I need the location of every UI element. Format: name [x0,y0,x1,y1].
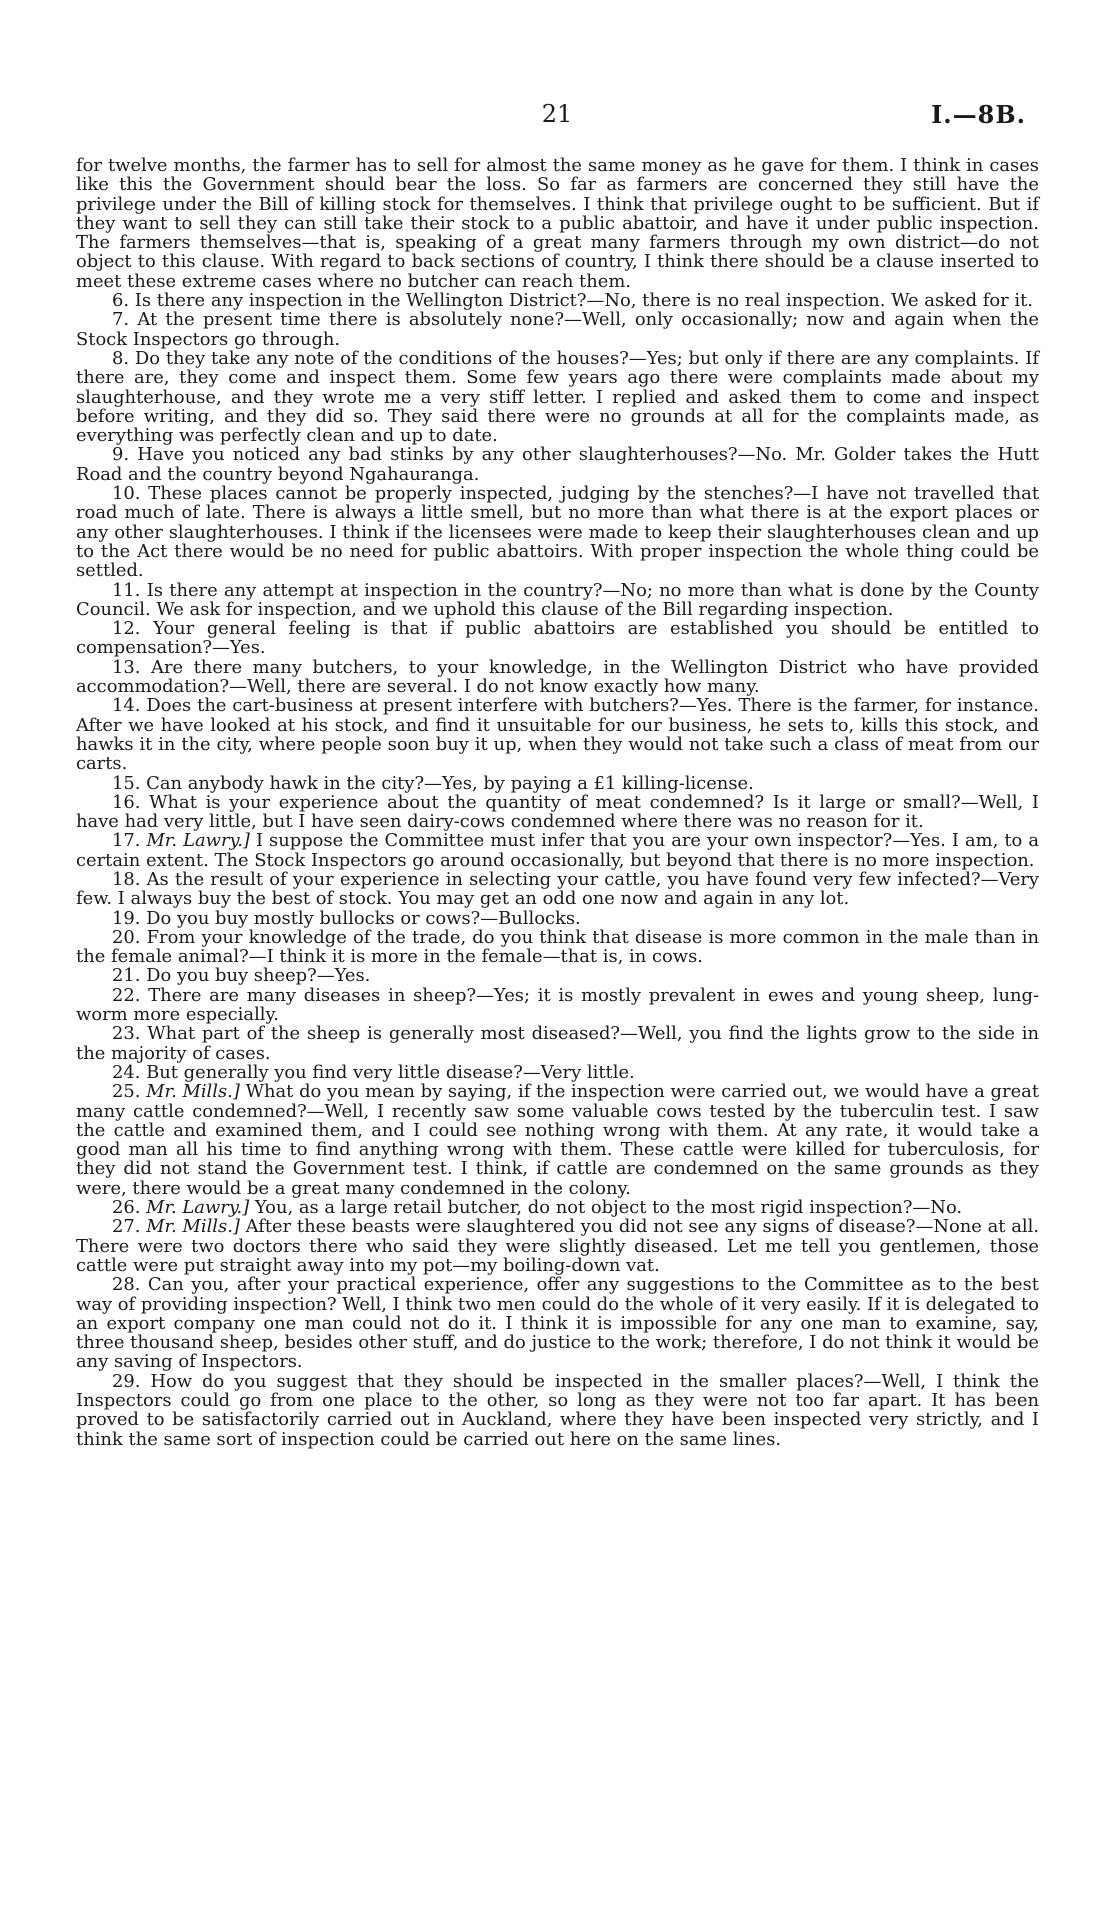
question-paragraph [76,619,1039,658]
question-number: 11. [112,579,141,601]
question-number: 24. [112,1061,141,1083]
question-number: 9. [112,444,130,466]
question-paragraph [76,1024,1039,1063]
question-paragraph [76,696,1039,773]
question-paragraph [76,310,1039,349]
paragraph-text: How do you suggest that they should be inspected in the smaller places?—Well, I think the Inspectors could go from one place to the other, so long as they were not too far apart. It has been proved to be satisfactorily carried out in Auckland, where they have been inspected very strictly, and I think the same sort of inspection could be carried out here on the same lines. [76,1370,1039,1450]
question-paragraph [76,793,1039,832]
question-paragraph [76,966,1039,985]
question-number: 8. [112,347,130,369]
question-number: 16. [112,791,141,813]
question-number: 25. [112,1081,141,1103]
paragraph-text: From your knowledge of the trade, do you think that disease is more common in the male than in the female animal?—I think it is more in the female—that is, in cows. [76,926,1040,968]
question-paragraph [76,774,1039,793]
question-paragraph [76,658,1039,697]
question-paragraph [76,1082,1039,1198]
question-number: 26. [112,1197,141,1219]
paragraph-text: Is there any inspection in the Wellington District?—No, there is no real inspection. We asked for it. [134,290,1033,312]
question-paragraph [76,928,1039,967]
paragraph-text: Do you buy mostly bullocks or cows?—Bullocks. [146,907,581,929]
question-paragraph [76,445,1039,484]
question-number: 14. [112,695,141,717]
question-paragraph [76,1198,1039,1217]
question-number: 12. [112,618,141,640]
paragraph-text: Can anybody hawk in the city?—Yes, by paying a £1 killing-license. [146,772,754,794]
question-number: 22. [112,984,141,1006]
question-number: 27. [112,1216,141,1238]
question-number: 7. [112,309,130,331]
paragraph-text: Have you noticed any bad stinks by any other slaughterhouses?—No. Mr. Golder takes the Hutt Road and the country beyond Ngahauranga. [76,444,1039,485]
page-number: 21 [541,100,573,128]
paragraph-text: There are many diseases in sheep?—Yes; it is mostly prevalent in ewes and young sheep, lung-worm more especially. [76,984,1040,1026]
paragraph-text: Can you, after your practical experience, offer any suggestions to the Committee as to the best way of providing inspection? Well, I think two men could do the whole of it very easily. If it is delegated to an export company one man could not do it. I think it is impossible for any one man to examine, say, three thousand sheep, besides other stuff, and do justice to the work; therefore, I do not think it would be any saving of Inspectors. [76,1274,1039,1373]
speaker-name: Mr. Lawry.] [146,1197,250,1219]
page-header [78,100,1036,134]
question-paragraph [76,831,1039,870]
question-paragraph [76,909,1039,928]
page-body [76,156,1039,1449]
paragraph-text: I suppose the Committee must infer that you are your own inspector?—Yes. I am, to a certain extent. The Stock Inspectors go around occasionally, but beyond that there is no more inspection. [76,830,1039,871]
question-paragraph [76,870,1039,909]
continued-paragraph [76,156,1039,291]
question-paragraph [76,1372,1039,1449]
question-number: 13. [112,656,141,678]
question-paragraph [76,291,1039,310]
question-paragraph [76,581,1039,620]
paragraph-text: Are there many butchers, to your knowledge, in the Wellington District who have provided accommodation?—Well, there are several. I do not know exactly how many. [76,656,1039,698]
paragraph-text: What is your experience about the quantity of meat condemned? Is it large or small?—Well, I have had very little, but I have seen dairy-cows condemned where there was no reason for it. [76,791,1039,833]
paragraph-text: What part of the sheep is generally most diseased?—Well, you find the lights grow to the side in the majority of cases. [76,1023,1040,1064]
question-paragraph [76,986,1039,1025]
paragraph-text: After these beasts were slaughtered you did not see any signs of disease?—None at all. There were two doctors there who said they were slightly diseased. Let me tell you gentlemen, those cattle were put straight away into my pot—my boiling-down vat. [76,1216,1040,1276]
paragraph-text: Is there any attempt at inspection in the country?—No; no more than what is done by the County Council. We ask for inspection, and we uphold this clause of the Bill regarding inspection. [76,579,1039,620]
question-paragraph [76,1063,1039,1082]
paragraph-text: You, as a large retail butcher, do not object to the most rigid inspection?—No. [254,1197,963,1219]
paragraph-text: Does the cart-business at present interfere with butchers?—Yes. There is the farmer, for instance. After we have looked at his stock, and find it unsuitable for our business, he sets to, kills this stock, and hawks it in the city, where people soon buy it up, when they would not take such a class of meat from our carts. [76,695,1039,775]
question-number: 18. [112,868,141,890]
question-paragraph [76,484,1039,580]
paragraph-text: What do you mean by saying, if the inspection were carried out, we would have a great many cattle condemned?—Well, I recently saw some valuable cows tested by the tuberculin test. I saw the cattle and examined them, and I could see nothing wrong with them. At any rate, it would take a good man all his time to find anything wrong with them. These cattle were killed for tuberculosis, for they did not stand the Government test. I think, if cattle are condemned on the same grounds as they were, there would be a great many condemned in the colony. [76,1081,1040,1199]
question-number: 23. [112,1023,141,1045]
question-number: 28. [112,1274,141,1296]
question-number: 20. [112,926,141,948]
speaker-name: Mr. Mills.] [146,1081,240,1103]
paragraph-text: Do they take any note of the conditions of the houses?—Yes; but only if there are any complaints. If there are, they come and inspect them. Some few years ago there were complaints made about my slaughterhouse, and they wrote me a very stiff letter. I replied and asked them to come and inspect before writing, and they did so. They said there were no grounds at all for the complaints made, as everything was perfectly clean and up to date. [76,347,1039,447]
document-reference: I.—8B. [931,100,1026,129]
question-number: 10. [112,483,141,505]
paragraph-text: But generally you find very little disease?—Very little. [146,1061,635,1083]
question-paragraph [76,1275,1039,1371]
question-paragraph [76,349,1039,445]
paragraph-text: Your general feeling is that if public abattoirs are established you should be entitled to compensation?—Yes. [76,618,1040,659]
speaker-name: Mr. Mills.] [146,1216,240,1238]
question-number: 6. [112,290,130,312]
question-number: 17. [112,830,141,852]
question-number: 21. [112,965,141,987]
question-paragraph [76,1217,1039,1275]
paragraph-text: At the present time there is absolutely none?—Well, only occasionally; now and again when the Stock Inspectors go through. [76,309,1040,350]
paragraph-text: Do you buy sheep?—Yes. [146,965,371,987]
question-number: 19. [112,907,141,929]
speaker-name: Mr. Lawry.] [146,830,250,852]
paragraph-text: As the result of your experience in selecting your cattle, you have found very few infected?—Very few. I always buy the best of stock. You may get an odd one now and again in any lot. [76,868,1039,910]
question-number: 29. [112,1370,141,1392]
paragraph-text: for twelve months, the farmer has to sell for almost the same money as he gave for them. I think in cases like this the Government should bear the loss. So far as farmers are concerned they still have the privilege under the Bill of killing stock for themselves. I think that privilege ought to be sufficient. But if they want to sell they can still take their stock to a public abattoir, and have it under public inspection. The farmers themselves—that is, speaking of a great many farmers through my own district—do not object to this clause. With regard to back sections of country, I think there should be a clause inserted to meet these extreme cases where no butcher can reach them. [76,155,1039,292]
paragraph-text: These places cannot be properly inspected, judging by the stenches?—I have not travelled that road much of late. There is always a little smell, but no more than what there is at the export places or any other slaughterhouses. I think if the licensees were made to keep their slaughterhouses clean and up to the Act there would be no need for public abattoirs. With proper inspection the whole thing could be settled. [76,483,1040,582]
question-number: 15. [112,772,141,794]
